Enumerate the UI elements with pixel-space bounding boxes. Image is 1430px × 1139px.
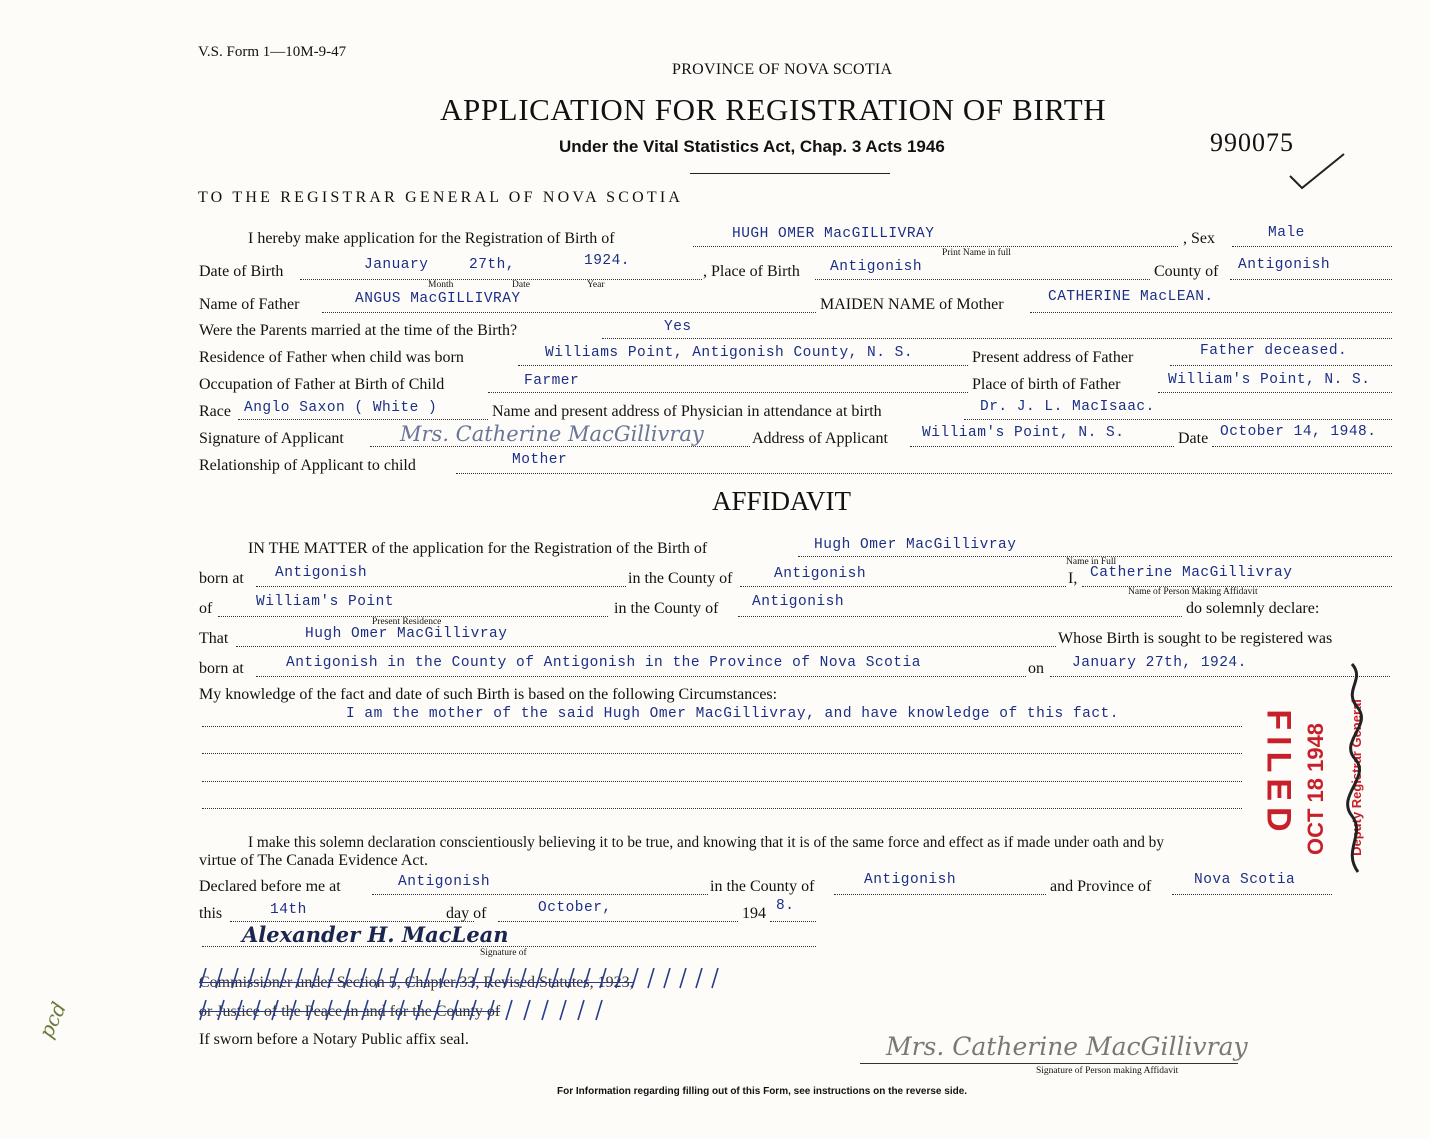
declaration-text-2: virtue of The Canada Evidence Act. <box>199 852 428 869</box>
label-in-county-1: in the County of <box>628 570 733 587</box>
label-year: Year <box>587 280 605 290</box>
address-applicant: William's Point, N. S. <box>922 425 1125 441</box>
label-signature-affiant: Signature of Person making Affidavit <box>1036 1066 1179 1076</box>
label-declared-before: Declared before me at <box>199 878 341 895</box>
label-place-of-birth: , Place of Birth <box>703 263 800 280</box>
applicant-signature: Mrs. Catherine MacGillivray <box>400 422 704 446</box>
label-month: Month <box>428 280 454 290</box>
label-born-at: born at <box>199 570 244 587</box>
married-value: Yes <box>664 319 692 335</box>
form-subtitle: Under the Vital Statistics Act, Chap. 3 Acts 1946 <box>559 137 945 156</box>
subtitle-rule <box>690 173 890 174</box>
label-dob: Date of Birth <box>199 263 284 280</box>
label-this: this <box>199 905 223 922</box>
mother-maiden-name: CATHERINE MacLEAN. <box>1048 289 1214 305</box>
residence-value: William's Point <box>256 594 395 610</box>
stamp-signature-scrawl <box>1322 660 1382 880</box>
county-2-value: Antigonish <box>752 594 845 610</box>
label-of: of <box>199 600 213 617</box>
label-app-date: Date <box>1178 430 1209 447</box>
stamp-date: OCT 18 1948 <box>1303 722 1329 856</box>
notary-note: If sworn before a Notary Public affix seal. <box>199 1031 469 1048</box>
county-value: Antigonish <box>1238 257 1331 273</box>
form-title: APPLICATION FOR REGISTRATION OF BIRTH <box>440 92 1107 127</box>
checkmark-icon <box>1288 150 1348 194</box>
father-name: ANGUS MacGILLIVRAY <box>355 291 521 307</box>
label-whose-birth: Whose Birth is sought to be registered was <box>1058 630 1333 647</box>
declarant-name: Catherine MacGillivray <box>1090 565 1293 581</box>
dob-month: January <box>364 257 429 273</box>
addressee: TO THE REGISTRAR GENERAL OF NOVA SCOTIA <box>198 189 684 206</box>
label-occupation: Occupation of Father at Birth of Child <box>199 376 445 393</box>
place-of-birth: Antigonish <box>830 259 923 275</box>
circumstances-value: I am the mother of the said Hugh Omer MacGillivray, and have knowledge of this fact. <box>346 706 1119 722</box>
commissioner-signature: Alexander H. MacLean <box>242 922 509 947</box>
label-print-name: Print Name in full <box>942 248 1011 258</box>
strike-through-marks <box>196 962 736 1024</box>
province-heading: PROVINCE OF NOVA SCOTIA <box>672 61 893 78</box>
label-date: Date <box>512 280 530 290</box>
day-value: 14th <box>270 902 307 918</box>
label-year-prefix: 194 <box>742 905 766 922</box>
label-intro: I hereby make application for the Registration of Birth of <box>248 230 615 247</box>
label-sex: , Sex <box>1183 230 1215 247</box>
justice-line: or Justice of the Peace in and for the County of <box>199 1003 501 1020</box>
label-solemnly-declare: do solemnly declare: <box>1186 600 1320 617</box>
that-name: Hugh Omer MacGillivray <box>305 626 508 642</box>
registration-number: 990075 <box>1210 128 1294 157</box>
label-mother: MAIDEN NAME of Mother <box>820 296 1004 313</box>
physician-value: Dr. J. L. MacIsaac. <box>980 399 1155 415</box>
label-married: Were the Parents married at the time of the Birth? <box>199 322 518 339</box>
label-on: on <box>1028 660 1044 677</box>
stamp-filed-word: FILED <box>1259 709 1298 838</box>
born-full-value: Antigonish in the County of Antigonish in the Province of Nova Scotia <box>286 655 921 671</box>
commissioner-line: Commissioner under Section 5, Chapter 33, Revised Statutes, 1923, <box>199 974 634 991</box>
sex-value: Male <box>1268 225 1305 241</box>
residence-father: Williams Point, Antigonish County, N. S. <box>545 345 914 361</box>
dob-date: 27th, <box>469 257 516 273</box>
born-on-value: January 27th, 1924. <box>1072 655 1247 671</box>
label-name-in-full: Name in Full <box>1066 557 1117 567</box>
month-value: October, <box>538 900 612 916</box>
birthplace-father: William's Point, N. S. <box>1168 372 1371 388</box>
application-date: October 14, 1948. <box>1220 424 1377 440</box>
dob-year: 1924. <box>584 253 631 269</box>
label-present-address-father: Present address of Father <box>972 349 1134 366</box>
child-name: HUGH OMER MacGILLIVRAY <box>732 226 935 242</box>
label-knowledge: My knowledge of the fact and date of such Birth is based on the following Circumstances: <box>199 686 778 703</box>
label-present-residence: Present Residence <box>372 617 442 627</box>
declared-at-value: Antigonish <box>398 874 491 890</box>
label-that: That <box>199 630 229 647</box>
affiant-signature: Mrs. Catherine MacGillivray <box>886 1032 1248 1061</box>
county-1-value: Antigonish <box>774 566 867 582</box>
relationship-value: Mother <box>512 452 568 468</box>
occupation-value: Farmer <box>524 373 580 389</box>
county-3-value: Antigonish <box>864 872 957 888</box>
form-id: V.S. Form 1—10M-9-47 <box>198 44 347 60</box>
label-residence-father: Residence of Father when child was born <box>199 349 464 366</box>
label-in-the-matter: IN THE MATTER of the application for the Registration of the Birth of <box>248 540 708 557</box>
label-race: Race <box>199 403 231 420</box>
label-and-province: and Province of <box>1050 878 1152 895</box>
race-value: Anglo Saxon ( White ) <box>244 400 438 416</box>
label-born-at-2: born at <box>199 660 244 677</box>
label-address-applicant: Address of Applicant <box>752 430 888 447</box>
filed-stamp <box>1248 690 1378 890</box>
label-signature-of: Signature of <box>480 948 527 958</box>
label-day-of: day of <box>446 905 487 922</box>
label-i: I, <box>1068 570 1078 587</box>
label-county: County of <box>1154 263 1219 280</box>
year-suffix: 8. <box>776 898 795 914</box>
label-physician: Name and present address of Physician in attendance at birth <box>492 403 882 420</box>
label-name-person: Name of Person Making Affidavit <box>1128 587 1258 597</box>
affidavit-heading: AFFIDAVIT <box>712 486 852 516</box>
matter-name: Hugh Omer MacGillivray <box>814 537 1017 553</box>
born-at-value: Antigonish <box>275 565 368 581</box>
label-birthplace-father: Place of birth of Father <box>972 376 1121 393</box>
label-father: Name of Father <box>199 296 300 313</box>
label-signature-applicant: Signature of Applicant <box>199 430 344 447</box>
margin-note: pcd <box>33 998 72 1042</box>
declaration-text: I make this solemn declaration conscientiously believing it to be true, and knowing that it is of the same force and effect as if made under oath and by <box>248 834 1164 851</box>
province-value: Nova Scotia <box>1194 872 1296 888</box>
present-address-father: Father deceased. <box>1200 343 1348 359</box>
label-in-county-3: in the County of <box>710 878 815 895</box>
footer-info: For Information regarding filling out of this Form, see instructions on the reverse side. <box>557 1086 968 1097</box>
stamp-office: Deputy Registrar General <box>1348 699 1364 856</box>
label-in-county-2: in the County of <box>614 600 719 617</box>
label-relationship: Relationship of Applicant to child <box>199 457 416 474</box>
